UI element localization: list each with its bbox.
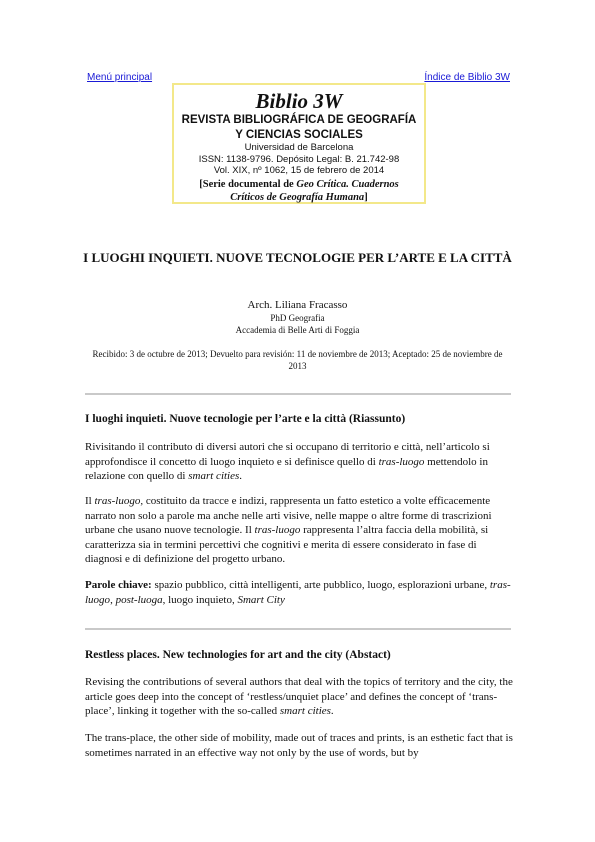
serie-info bbox=[174, 178, 424, 204]
serie-italic-1: Geo Crítica. Cuadernos bbox=[296, 178, 399, 190]
journal-header-box bbox=[172, 83, 426, 204]
biblio3w-index-link[interactable]: Índice de Biblio 3W bbox=[424, 72, 510, 83]
issn: ISSN: 1138-9796. Depósito Legal: B. 21.742-98 bbox=[198, 153, 400, 165]
abstract-paragraph-2: The trans-place, the other side of mobility, made out of traces and prints, is an esthetic fact that is sometimes narrated in an effective way not only by the use of words, but by bbox=[85, 732, 513, 759]
keywords-paragraph bbox=[85, 578, 513, 607]
abstract-paragraph-1 bbox=[85, 675, 513, 719]
journal-subtitle-2: Y CIENCIAS SOCIALES bbox=[235, 129, 363, 141]
serie-suffix: ] bbox=[364, 191, 368, 203]
volume-info: Vol. XIX, nº 1062, 15 de febrero de 2014 bbox=[213, 165, 385, 176]
keywords-label: Parole chiave: bbox=[85, 579, 152, 591]
text-run: mettendolo in relazione con quello di bbox=[85, 455, 488, 483]
author-block bbox=[80, 298, 515, 336]
main-menu-link[interactable]: Menú principal bbox=[87, 72, 153, 83]
text-run: Il bbox=[85, 495, 95, 507]
riassunto-heading: I luoghi inquieti. Nuove tecnologie per l’arte e la città (Riassunto) bbox=[85, 413, 406, 425]
text-run-italic: tras-luogo bbox=[254, 524, 301, 537]
abstract-heading: Restless places. New technologies for art and the city (Abstact) bbox=[85, 649, 391, 661]
divider bbox=[85, 628, 511, 630]
text-run-italic: Smart City bbox=[237, 593, 285, 606]
divider bbox=[85, 393, 511, 395]
text-run: Rivisitando il contributo di diversi autori che si occupano di territorio e città, nell’articolo si approfondisce il concetto di luogo inquieto e si definisce quello di bbox=[85, 441, 490, 468]
text-run: spazio pubblico, città intelligenti, arte pubblico, luogo, esplorazioni urbane, bbox=[151, 579, 490, 591]
author-affiliation-2: Accademia di Belle Arti di Foggia bbox=[235, 325, 360, 335]
university: Universidad de Barcelona bbox=[244, 142, 354, 153]
text-run: , bbox=[110, 593, 116, 606]
submission-dates: Recibido: 3 de octubre de 2013; Devuelto para revisión: 11 de noviembre de 2013; Aceptado: 25 de noviembre de 2013 bbox=[92, 349, 503, 371]
text-run: rappresenta l’altra faccia della mobilità, si caratterizza sia in termini percettivi che cognitivi e merita di essere considerato in fase di diagnosi e di definizione del progetto urbano. bbox=[85, 524, 489, 566]
article-title: I LUOGHI INQUIETI. NUOVE TECNOLOGIE PER L’ARTE E LA CITTÀ bbox=[83, 250, 512, 265]
text-run-italic: post-luoga bbox=[115, 593, 163, 606]
author-affiliation-1: PhD Geografia bbox=[270, 313, 325, 323]
author-name: Arch. Liliana Fracasso bbox=[247, 299, 348, 311]
text-run-italic: tras-luogo bbox=[85, 579, 511, 606]
riassunto-paragraph-1 bbox=[85, 440, 513, 484]
serie-prefix: [Serie documental de bbox=[199, 178, 297, 190]
text-run-italic: tras-luogo bbox=[378, 455, 425, 468]
text-run-italic: smart cities bbox=[279, 705, 331, 718]
text-run: . bbox=[330, 705, 334, 718]
text-run-italic: smart cities bbox=[188, 470, 240, 483]
text-run-italic: tras-luogo, bbox=[94, 495, 144, 507]
serie-italic-2: Críticos de Geografía Humana bbox=[230, 191, 365, 203]
journal-title: Biblio 3W bbox=[255, 89, 343, 113]
text-run: costituito da tracce e indizi, rappresenta un fatto estetico a volte efficacemente narrato non solo a parole ma anche nelle arti visive, nelle mappe o altre forme di trascrizioni urbane che usano nuove tecnologie. Il bbox=[85, 495, 492, 537]
riassunto-paragraph-2 bbox=[85, 494, 513, 567]
text-run: Revising the contributions of several authors that deal with the topics of territory and the city, the article goes deep into the concept of ‘restless/unquiet place’ and defines the concept of ‘trans-place’, linking it together with the so-called bbox=[85, 676, 513, 718]
journal-subtitle-1: REVISTA BIBLIOGRÁFICA DE GEOGRAFÍA bbox=[181, 114, 417, 126]
text-run: . bbox=[239, 470, 243, 483]
text-run: , luogo inquieto, bbox=[162, 593, 238, 606]
